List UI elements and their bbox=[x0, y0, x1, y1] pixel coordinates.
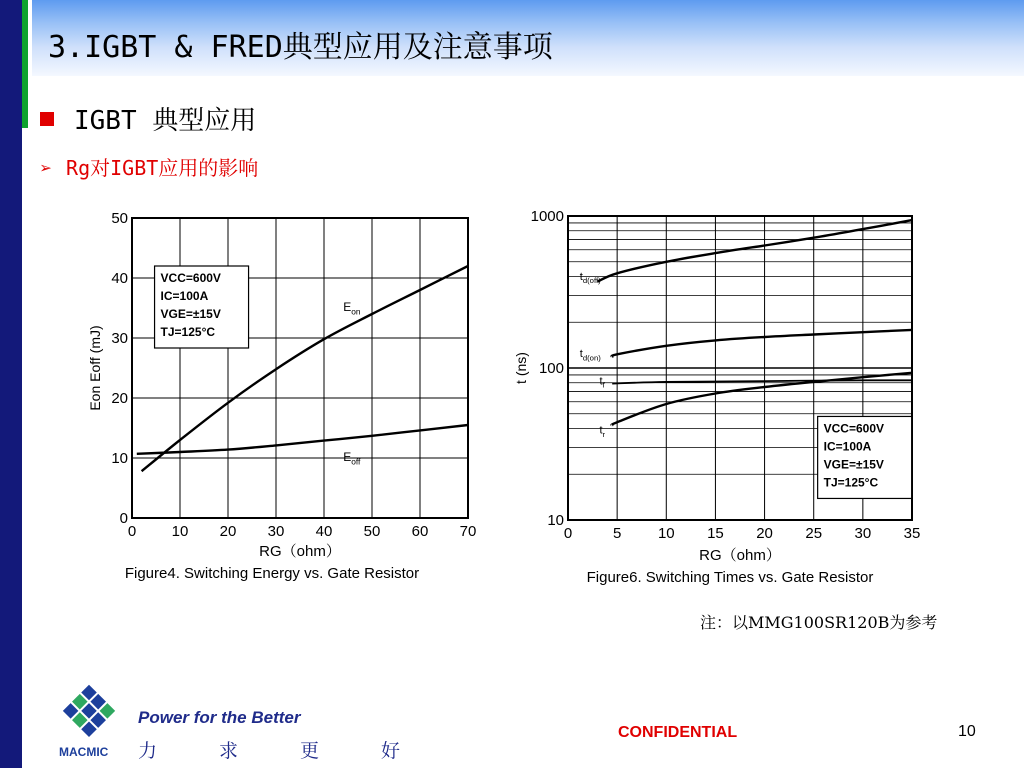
y-tick-label: 10 bbox=[547, 512, 564, 529]
condition-text: VCC=600V bbox=[823, 421, 885, 436]
x-tick-label: 15 bbox=[707, 525, 724, 542]
chart-title: Figure6. Switching Times vs. Gate Resistor bbox=[586, 569, 874, 586]
y-tick-label: 30 bbox=[111, 330, 128, 347]
slogan-chinese: 力求更好 bbox=[138, 740, 463, 762]
y-tick-label: 20 bbox=[111, 390, 128, 407]
switching-times-chart bbox=[500, 198, 940, 598]
x-tick-label: 50 bbox=[363, 523, 381, 540]
x-tick-label: 35 bbox=[903, 525, 921, 542]
series-label-eon: $E_{on}$ bbox=[343, 300, 361, 317]
sub-bullet-text: Rg对IGBT应用的影响 bbox=[66, 156, 259, 180]
series-label-tdon: $t_{d(on)}$ bbox=[579, 348, 601, 363]
x-tick-label: 10 bbox=[171, 523, 189, 540]
y-tick-label: 0 bbox=[119, 510, 128, 527]
x-axis-label: RG（ohm） bbox=[699, 547, 781, 564]
x-tick-label: 10 bbox=[657, 525, 675, 542]
series-label-tf: $t_f$ bbox=[599, 375, 605, 390]
bullet-text: IGBT 典型应用 bbox=[74, 106, 257, 136]
switching-energy-chart bbox=[70, 200, 500, 600]
x-tick-label: 30 bbox=[267, 523, 285, 540]
y-tick-label: 100 bbox=[538, 360, 564, 377]
x-tick-label: 60 bbox=[411, 523, 429, 540]
sub-bullet-item bbox=[40, 152, 258, 181]
x-tick-label: 20 bbox=[756, 525, 773, 542]
reference-note: 注：以MMG100SR120B为参考 bbox=[700, 613, 938, 632]
brand-name: MACMIC bbox=[59, 745, 109, 759]
x-tick-label: 0 bbox=[127, 523, 137, 540]
confidential-label: CONFIDENTIAL bbox=[618, 724, 738, 741]
y-tick-label: 1000 bbox=[530, 208, 564, 225]
x-tick-label: 0 bbox=[563, 525, 573, 542]
x-axis-label: RG（ohm） bbox=[259, 543, 341, 560]
x-tick-label: 40 bbox=[315, 523, 333, 540]
page-number: 10 bbox=[958, 723, 976, 740]
chart-title: Figure4. Switching Energy vs. Gate Resistor bbox=[124, 565, 420, 582]
condition-text: IC=100A bbox=[160, 289, 209, 303]
y-tick-label: 10 bbox=[111, 450, 128, 467]
series-label-tdoff: $t_{d(off)}$ bbox=[579, 270, 601, 286]
bullet-item bbox=[40, 100, 256, 137]
arrow-bullet-icon: ➢ bbox=[40, 156, 53, 180]
y-tick-label: 40 bbox=[111, 270, 128, 287]
condition-text: IC=100A bbox=[823, 439, 872, 454]
slogan: Power for the Better bbox=[138, 708, 301, 727]
macmic-logo-icon bbox=[58, 682, 120, 744]
x-tick-label: 70 bbox=[459, 523, 477, 540]
series-line-tdoff bbox=[598, 220, 913, 282]
condition-text: TJ=125°C bbox=[823, 475, 879, 490]
series-line-tdon bbox=[612, 330, 912, 357]
condition-text: VGE=±15V bbox=[823, 457, 884, 472]
left-sidebar-band bbox=[0, 0, 22, 768]
y-axis-label: t (ns) bbox=[513, 352, 529, 384]
square-bullet-icon bbox=[40, 112, 54, 126]
y-axis-label: Eon Eoff (mJ) bbox=[87, 325, 103, 411]
x-tick-label: 5 bbox=[612, 525, 622, 542]
condition-text: VCC=600V bbox=[160, 271, 221, 285]
plot-frame bbox=[132, 218, 468, 518]
left-accent-stripe bbox=[22, 0, 28, 128]
x-tick-label: 25 bbox=[805, 525, 823, 542]
series-label-tr: $t_r$ bbox=[599, 424, 606, 439]
y-tick-label: 50 bbox=[111, 210, 128, 227]
condition-text: VGE=±15V bbox=[160, 307, 221, 321]
series-label-eoff: $E_{off}$ bbox=[343, 450, 361, 467]
x-tick-label: 20 bbox=[219, 523, 237, 540]
slide-title: 3.IGBT & FRED典型应用及注意事项 bbox=[48, 30, 553, 65]
series-line-eoff bbox=[137, 425, 468, 454]
x-tick-label: 30 bbox=[854, 525, 872, 542]
condition-text: TJ=125°C bbox=[160, 325, 216, 339]
